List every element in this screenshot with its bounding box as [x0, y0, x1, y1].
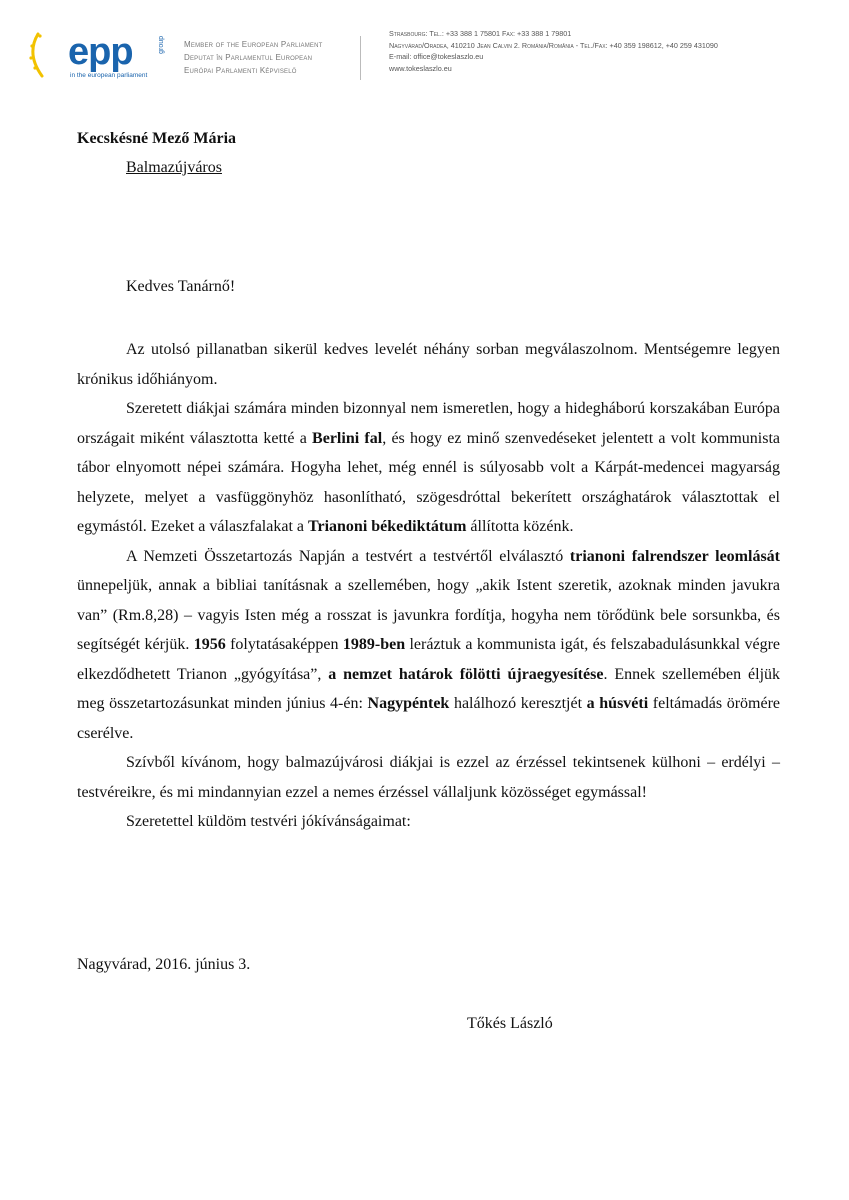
dateline: Nagyvárad, 2016. június 3.: [77, 956, 251, 973]
role-lines: [184, 38, 354, 77]
contact-line-website[interactable]: www.tokeslaszlo.eu: [389, 63, 452, 73]
paragraph-text: feltámadás örömére cserélve.: [77, 695, 780, 742]
paragraph-text: . Ennek szellemében éljük meg összetartozásunkat minden június 4-én:: [77, 665, 781, 712]
logo-group-label: group: [158, 36, 165, 54]
paragraph-text: Az utolsó pillanatban sikerül kedves levelét néhány sorban megválaszolnom. Mentségemre legyen krónikus időhiányom.: [77, 341, 780, 388]
contact-line-strasbourg: Strasbourg: Tel.: +33 388 1 75801 Fax: +33 388 1 79801: [389, 29, 572, 38]
emphasized-text: Berlini fal: [312, 429, 383, 447]
signature: Tőkés László: [467, 1015, 553, 1032]
letter-body: [77, 335, 780, 837]
paragraph-text: halálhozó keresztjét: [449, 695, 587, 712]
paragraph-text: leráztuk a kommunista igát, és felszabadulásunkkal végre elkezdődhetett Trianon „gyógyítása”,: [77, 636, 781, 683]
paragraph-text: ünnepeljük, annak a bibliai tanításnak a szellemében, hogy „akik Istent szeretik, azoknak minden javukra van” (Rm.8,28) – vagyis Isten még a rosszat is javunkra fordítja, hogyha nem törődünk bele sorsunkba, és segítségét kérjük.: [77, 577, 780, 653]
paragraph-text: Szeretettel küldöm testvéri jókívánságaimat:: [126, 813, 411, 830]
letter-paragraph: [77, 394, 780, 542]
recipient-name: Kecskésné Mező Mária: [77, 130, 237, 147]
role-line: Deputat în Parlamentul European: [184, 53, 313, 62]
letter-paragraph: [77, 748, 780, 807]
emphasized-text: Trianoni békediktátum: [308, 518, 467, 535]
role-line: Európai Parlamenti Képviselő: [184, 66, 297, 75]
letter-paragraph: [77, 807, 780, 837]
paragraph-text: Szeretett diákjai számára minden bizonnyal nem ismeretlen, hogy a hidegháború korszakában Európa országait miként választotta ketté a: [77, 400, 780, 447]
contact-line-oradea: Nagyvárad/Oradea, 410210 Jean Calvin 2. Románia/România - Tel./Fax: +40 359 198612, +40 259 431090: [389, 40, 718, 50]
paragraph-text: , és hogy ez minő szenvedéseket jelentett a volt kommunista tábor elnyomott népei számára. Hogyha lehet, még ennél is súlyosabb volt a Kárpát-medencei magyarság helyzete, melyet a vasfüggönyhöz hasonlítható, szögesdróttal bekerített országhatárok választottak el egymástól. Ezeket a válaszfalakat a: [77, 429, 780, 535]
star-arc-icon: [28, 30, 72, 86]
emphasized-text: 1989-ben: [342, 636, 406, 653]
emphasized-text: Nagypéntek: [367, 695, 450, 712]
epp-group-logo: [28, 30, 165, 86]
letter-paragraph: [77, 335, 780, 394]
emphasized-text: a húsvéti: [586, 695, 649, 712]
letter-paragraph: [77, 542, 780, 749]
letterhead: [0, 0, 849, 90]
role-line: Member of the European Parliament: [184, 40, 323, 49]
greeting: Kedves Tanárnő!: [126, 278, 236, 295]
contact-lines: [389, 28, 839, 74]
emphasized-text: trianoni falrendszer leomlását: [569, 547, 780, 565]
emphasized-text: 1956: [193, 636, 226, 653]
paragraph-text: A Nemzeti Összetartozás Napján a testvért a testvértől elválasztó: [126, 547, 570, 565]
emphasized-text: a nemzet határok fölötti újraegyesítése: [328, 665, 604, 683]
recipient-city: Balmazújváros: [126, 159, 222, 176]
logo-word: epp: [68, 31, 133, 73]
paragraph-text: Szívből kívánom, hogy balmazújvárosi diákjai is ezzel az érzéssel tekintsenek külhoni – erdélyi – testvéreikre, és mi mindannyian ezzel a nemes érzéssel vállaljunk közösséget egymással!: [77, 754, 780, 801]
letterhead-divider: [360, 36, 361, 80]
paragraph-text: folytatásaképpen: [225, 636, 343, 653]
logo-subtitle: in the european parliament: [70, 72, 148, 79]
paragraph-text: állította közénk.: [466, 518, 574, 535]
contact-line-email[interactable]: E-mail: office@tokeslaszlo.eu: [389, 52, 484, 61]
